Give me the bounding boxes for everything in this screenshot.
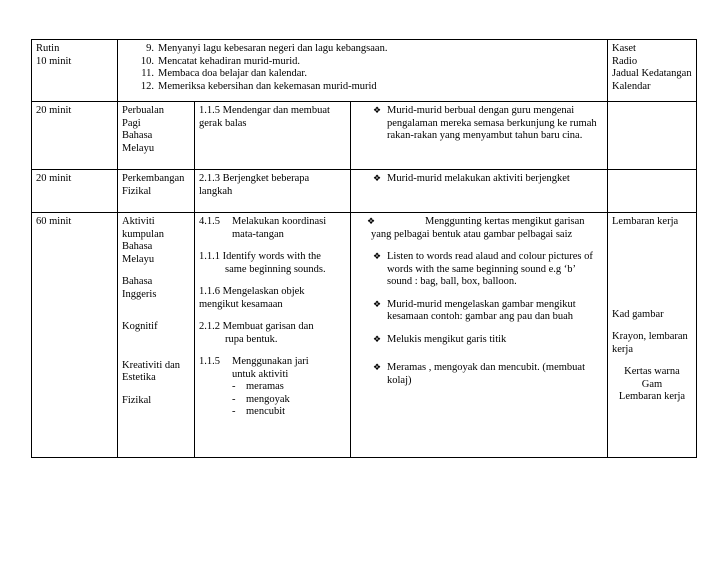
objective-cell: 2.1.3 Berjengket beberapa langkah bbox=[195, 170, 351, 213]
table-row bbox=[32, 213, 697, 458]
dash-item: - meramas bbox=[232, 381, 284, 392]
table-row bbox=[32, 170, 697, 213]
activity-cell bbox=[351, 213, 608, 458]
bullet-item: ❖ Meramas , mengoyak dan mencubit. (membuat kolaj) bbox=[373, 362, 585, 386]
bullet-item: ❖ Murid-murid berbual dengan guru mengenai pengalaman mereka semasa berkunjung ke rumah rakan-rakan yang menyambut tahun baru cina. bbox=[373, 105, 597, 141]
activity-cell bbox=[351, 102, 608, 170]
material-item: Radio bbox=[612, 55, 638, 67]
materials-cell bbox=[608, 40, 697, 102]
diamond-bullet-icon: ❖ bbox=[373, 252, 382, 262]
objective-item: 4.1.5 Melakukan koordinasi mata-tangan bbox=[199, 216, 327, 240]
bullet-item: ❖ Melukis mengikut garis titik bbox=[373, 333, 507, 345]
bullet-item: ❖ Listen to words read alaud and colour pictures of words with the same beginning sound e.g ‘b’ sound : bag, ball, box, balloon. bbox=[373, 251, 593, 287]
table-row bbox=[32, 40, 697, 102]
dash-item: - mencubit bbox=[232, 406, 286, 417]
bullet-item: ❖ Murid-murid mengelaskan gambar mengikut kesamaan contoh: gambar ang pau dan buah bbox=[373, 298, 576, 322]
material-item: Lembaran kerja bbox=[618, 391, 686, 402]
material-item: Jadual Kedatangan bbox=[612, 68, 692, 79]
materials-cell bbox=[608, 170, 697, 213]
time-cell: 20 minit bbox=[32, 170, 118, 213]
objective-item: 1.1.5 Menggunakan jari untuk aktiviti bbox=[199, 356, 309, 380]
diamond-bullet-icon: ❖ bbox=[373, 106, 382, 116]
subject-cell: Perkembangan Fizikal bbox=[118, 170, 195, 213]
material-item: kerja bbox=[612, 343, 633, 355]
objective-cell: 1.1.5 Mendengar dan membuat gerak balas bbox=[195, 102, 351, 170]
bullet-item: ❖ Menggunting kertas mengikut garisan yang pelbagai bentuk atau gambar pelbagai saiz bbox=[367, 216, 585, 240]
material-item: Kaset bbox=[612, 43, 636, 54]
diamond-bullet-icon: ❖ bbox=[373, 299, 382, 310]
material-item: Krayon, lembaran bbox=[612, 331, 688, 342]
list-item: 11. Membaca doa belajar dan kalendar. bbox=[141, 68, 307, 79]
material-item: Lembaran kerja bbox=[612, 216, 679, 227]
diamond-bullet-icon: ❖ bbox=[373, 334, 382, 345]
table-row bbox=[32, 102, 697, 170]
time-cell: 60 minit bbox=[32, 213, 118, 458]
dash-item: - mengoyak bbox=[232, 393, 290, 405]
materials-cell bbox=[608, 213, 697, 458]
time-cell: 20 minit bbox=[32, 102, 118, 170]
list-item: 12. Memeriksa kebersihan dan kekemasan murid-murid bbox=[140, 80, 377, 92]
diamond-bullet-icon: ❖ bbox=[373, 174, 382, 184]
lesson-plan-table bbox=[31, 39, 697, 458]
diamond-bullet-icon: ❖ bbox=[367, 217, 376, 227]
routine-activities-cell bbox=[118, 40, 608, 102]
material-item: Gam bbox=[641, 378, 663, 390]
time-duration: 10 minit bbox=[36, 55, 72, 67]
material-item: Kad gambar bbox=[612, 308, 664, 320]
activity-cell bbox=[351, 170, 608, 213]
bullet-item: ❖ Murid-murid melakukan aktiviti berjengket bbox=[373, 173, 570, 184]
material-item: Kalendar bbox=[612, 80, 651, 92]
list-item: 9. Menyanyi lagu kebesaran negeri dan lagu kebangsaan. bbox=[146, 43, 388, 54]
diamond-bullet-icon: ❖ bbox=[373, 363, 382, 373]
subject-cell: Perbualan Pagi Bahasa Melayu bbox=[118, 102, 195, 170]
materials-cell bbox=[608, 102, 697, 170]
material-item: Kertas warna bbox=[624, 366, 680, 377]
time-label: Rutin bbox=[36, 43, 60, 54]
objective-cell: 4.1.5 Melakukan koordinasi mata-tangan 1.1.1 Identify words with the same beginning sounds. 1.1.6 Mengelaskan objek mengikut kesamaan 2.1.2 Membuat garisan dan rupa bentuk. 1.1.5 Menggunakan jari untuk aktiviti - meramas - mengoyak - mencubit bbox=[195, 213, 351, 458]
time-cell bbox=[32, 40, 118, 102]
subject-cell: Aktiviti kumpulan Bahasa Melayu Bahasa Inggeris Kognitif Kreativiti dan Estetika Fizikal bbox=[118, 213, 195, 458]
lesson-plan-document bbox=[31, 39, 696, 458]
list-item: 10. Mencatat kehadiran murid-murid. bbox=[140, 55, 300, 67]
